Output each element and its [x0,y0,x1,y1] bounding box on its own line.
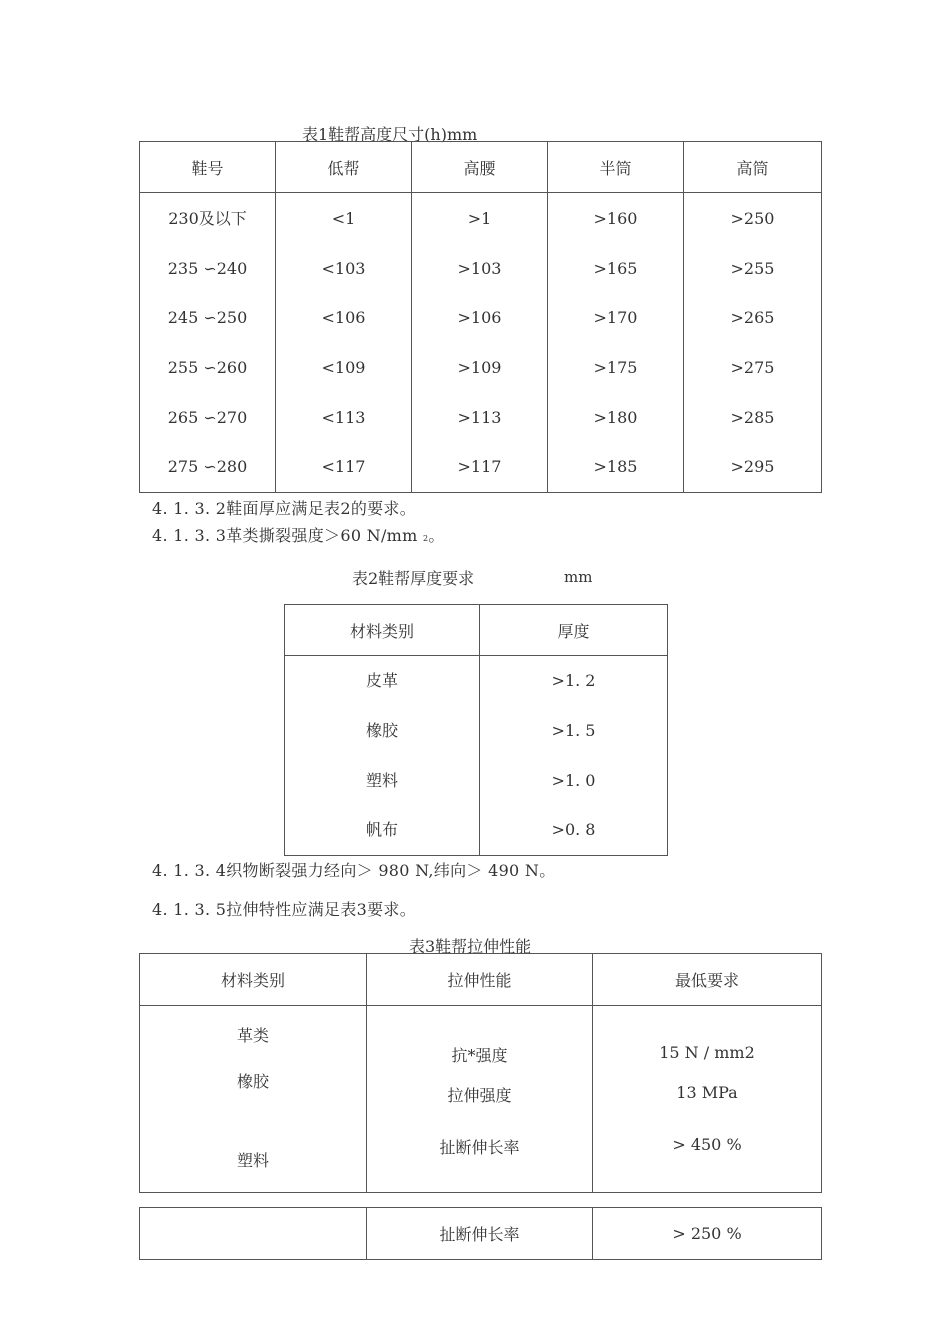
table3-header-row [140,954,822,1006]
table3-header-cell: 拉伸性能 [367,954,593,1006]
table1-cell: <103 [321,258,366,278]
table1-header-row [140,142,822,193]
table3-cell: 橡胶 [236,1072,269,1091]
table1-cell: 245 ∽250 [167,308,248,328]
table2-header-cell: 厚度 [480,605,668,656]
table1-column-high [684,193,822,493]
table3-cell: 拉伸强度 [447,1086,512,1105]
table2-cell: 塑料 [365,770,398,790]
table1-cell: >255 [730,258,775,278]
paragraph-4-1-3-3 [152,523,445,546]
table3-column-requirement [593,1006,822,1193]
table1-column-low [276,193,412,493]
table2-caption-unit: mm [564,568,593,586]
table2-cell: >1. 0 [551,770,596,790]
table2-column-thickness [480,656,668,856]
table2-cell: 皮革 [365,671,398,690]
paragraph-4-1-3-4: 4. 1. 3. 4织物断裂强力经向＞ 980 N,纬向＞ 490 N。 [152,861,556,880]
table3-cell: 扯断伸长率 [367,1208,593,1260]
table2-cell: >0. 8 [551,820,596,840]
table1-body-row [140,193,822,493]
table1-cell: <117 [321,457,366,477]
table1-cell: >275 [730,358,775,377]
table3-cell: 抗*强度 [451,1046,508,1065]
table1-cell: 265 ∽270 [167,407,248,427]
table1-cell: >113 [457,407,502,427]
table2-cell: >1. 5 [551,720,596,740]
table2-shoe-upper-thickness [284,604,668,856]
table3-extra-row [140,1208,822,1260]
table1-cell: >185 [593,457,638,477]
table1-header-cell: 高腰 [412,142,548,193]
paragraph-4-1-3-5: 4. 1. 3. 5拉伸特性应满足表3要求。 [152,900,417,919]
table1-cell: 235 ∽240 [167,258,248,278]
table1-column-size [140,193,276,493]
table2-header-cell: 材料类别 [285,605,480,656]
table1-cell: <106 [321,308,366,328]
table1-column-half [548,193,684,493]
table3-caption: 表3鞋帮拉伸性能 [409,937,532,956]
table2-body-row [285,656,668,856]
table3-cell: 扯断伸长率 [439,1138,520,1157]
table1-column-mid [412,193,548,493]
table1-cell: >175 [593,358,638,377]
table3-column-property [367,1006,593,1193]
table2-cell: >1. 2 [551,671,596,690]
paragraph-text: 4. 1. 3. 3革类撕裂强度＞60 N/mm [152,526,423,545]
table2-column-material [285,656,480,856]
table1-cell: >295 [730,457,775,477]
table1-header-cell: 低帮 [276,142,412,193]
table1-cell: >265 [730,308,775,328]
table3-body-row [140,1006,822,1193]
table1-cell: >106 [457,308,502,328]
table1-cell: >180 [593,407,638,427]
table1-cell: 230及以下 [168,209,247,229]
table3-cell: 15 N / mm2 [659,1043,755,1062]
table1-cell: 255 ∽260 [167,358,248,377]
table3-header-cell: 最低要求 [593,954,822,1006]
table1-cell: >117 [457,457,502,477]
table1-cell: <113 [321,407,366,427]
table3-cell: 塑料 [236,1151,269,1170]
table3-header-cell: 材料类别 [140,954,367,1006]
table1-cell: 275 ∽280 [167,457,248,477]
paragraph-end: 。 [428,526,445,545]
table1-cell: >160 [593,209,638,229]
table3-continuation [139,1207,822,1260]
table1-cell: >170 [593,308,638,328]
table1-cell: >285 [730,407,775,427]
table3-column-material [140,1006,367,1193]
table1-cell: >109 [457,358,502,377]
table1-header-cell: 鞋号 [140,142,276,193]
table1-shoe-upper-height [139,141,822,493]
paragraph-4-1-3-2: 4. 1. 3. 2鞋面厚应满足表2的要求。 [152,499,417,518]
table1-cell: >103 [457,258,502,278]
table1-cell: >250 [730,209,775,229]
table1-cell: >165 [593,258,638,278]
table2-cell: 帆布 [365,820,398,840]
table1-cell: <109 [321,358,366,377]
table2-cell: 橡胶 [365,720,398,740]
table3-cell: 13 MPa [676,1083,738,1102]
table2-header-row [285,605,668,656]
table2-caption: 表2鞋帮厚度要求 [352,569,475,588]
table3-cell [140,1208,367,1260]
table1-cell: >1 [467,209,492,229]
superscript-unit: 2 [423,534,429,543]
table3-cell: > 250 % [593,1208,822,1260]
table1-cell: <1 [331,209,356,229]
table3-cell: > 450 % [672,1135,742,1154]
table3-tensile-properties [139,953,822,1193]
table1-caption: 表1鞋帮高度尺寸(h)mm [302,125,478,144]
table3-cell: 革类 [236,1026,269,1045]
table1-header-cell: 高筒 [684,142,822,193]
table1-header-cell: 半筒 [548,142,684,193]
